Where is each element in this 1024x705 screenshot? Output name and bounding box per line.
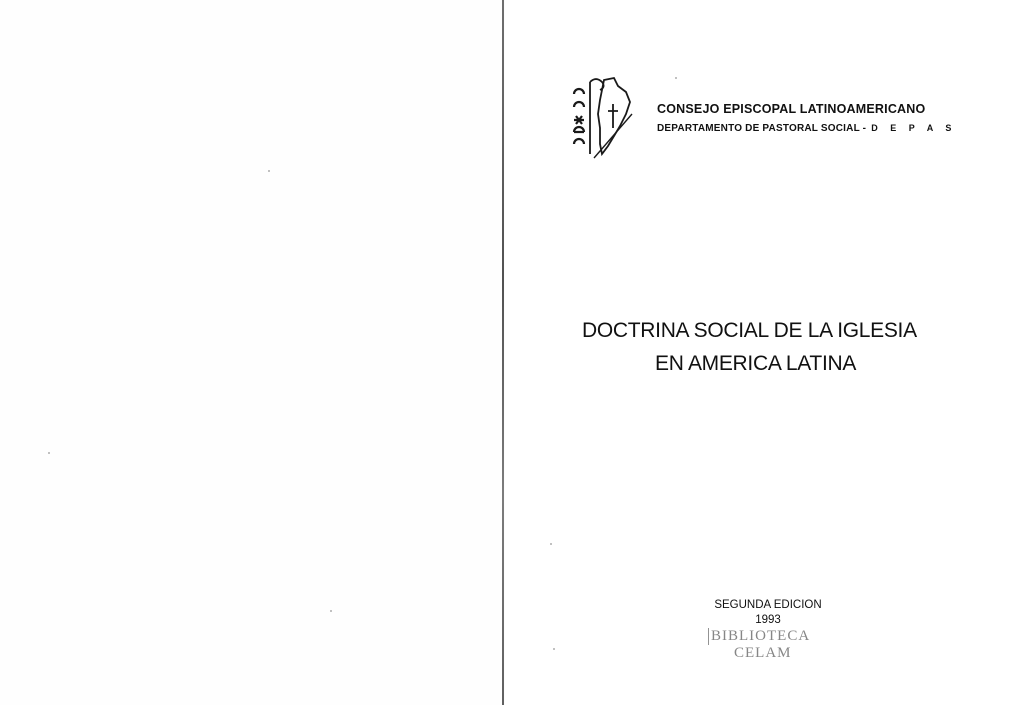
edition-info: [704, 598, 832, 628]
book-title: [582, 314, 962, 380]
left-page-blank: [0, 0, 503, 705]
title-line-1: DOCTRINA SOCIAL DE LA IGLESIA: [582, 319, 917, 342]
celam-logo: [570, 74, 640, 165]
scan-speck: [553, 648, 555, 650]
department-name: DEPARTAMENTO DE PASTORAL SOCIAL -: [657, 123, 867, 134]
library-stamp: [708, 628, 810, 662]
department-line: [657, 119, 956, 138]
organization-header: [657, 100, 956, 138]
edition-year: 1993: [755, 614, 781, 626]
scan-speck: [675, 77, 677, 79]
scan-speck: [48, 452, 50, 454]
title-line-2: EN AMERICA LATINA: [655, 352, 857, 375]
celam-logo-icon: [570, 74, 640, 160]
book-gutter: [502, 0, 504, 705]
stamp-line-1: BIBLIOTECA: [708, 628, 810, 645]
stamp-line-2: CELAM: [734, 645, 792, 661]
organization-name: CONSEJO EPISCOPAL LATINOAMERICANO: [657, 102, 926, 116]
scan-speck: [330, 610, 332, 612]
department-abbreviation: D E P A S: [871, 123, 957, 133]
scan-speck: [268, 170, 270, 172]
scan-speck: [550, 543, 552, 545]
edition-label: SEGUNDA EDICION: [714, 599, 822, 611]
